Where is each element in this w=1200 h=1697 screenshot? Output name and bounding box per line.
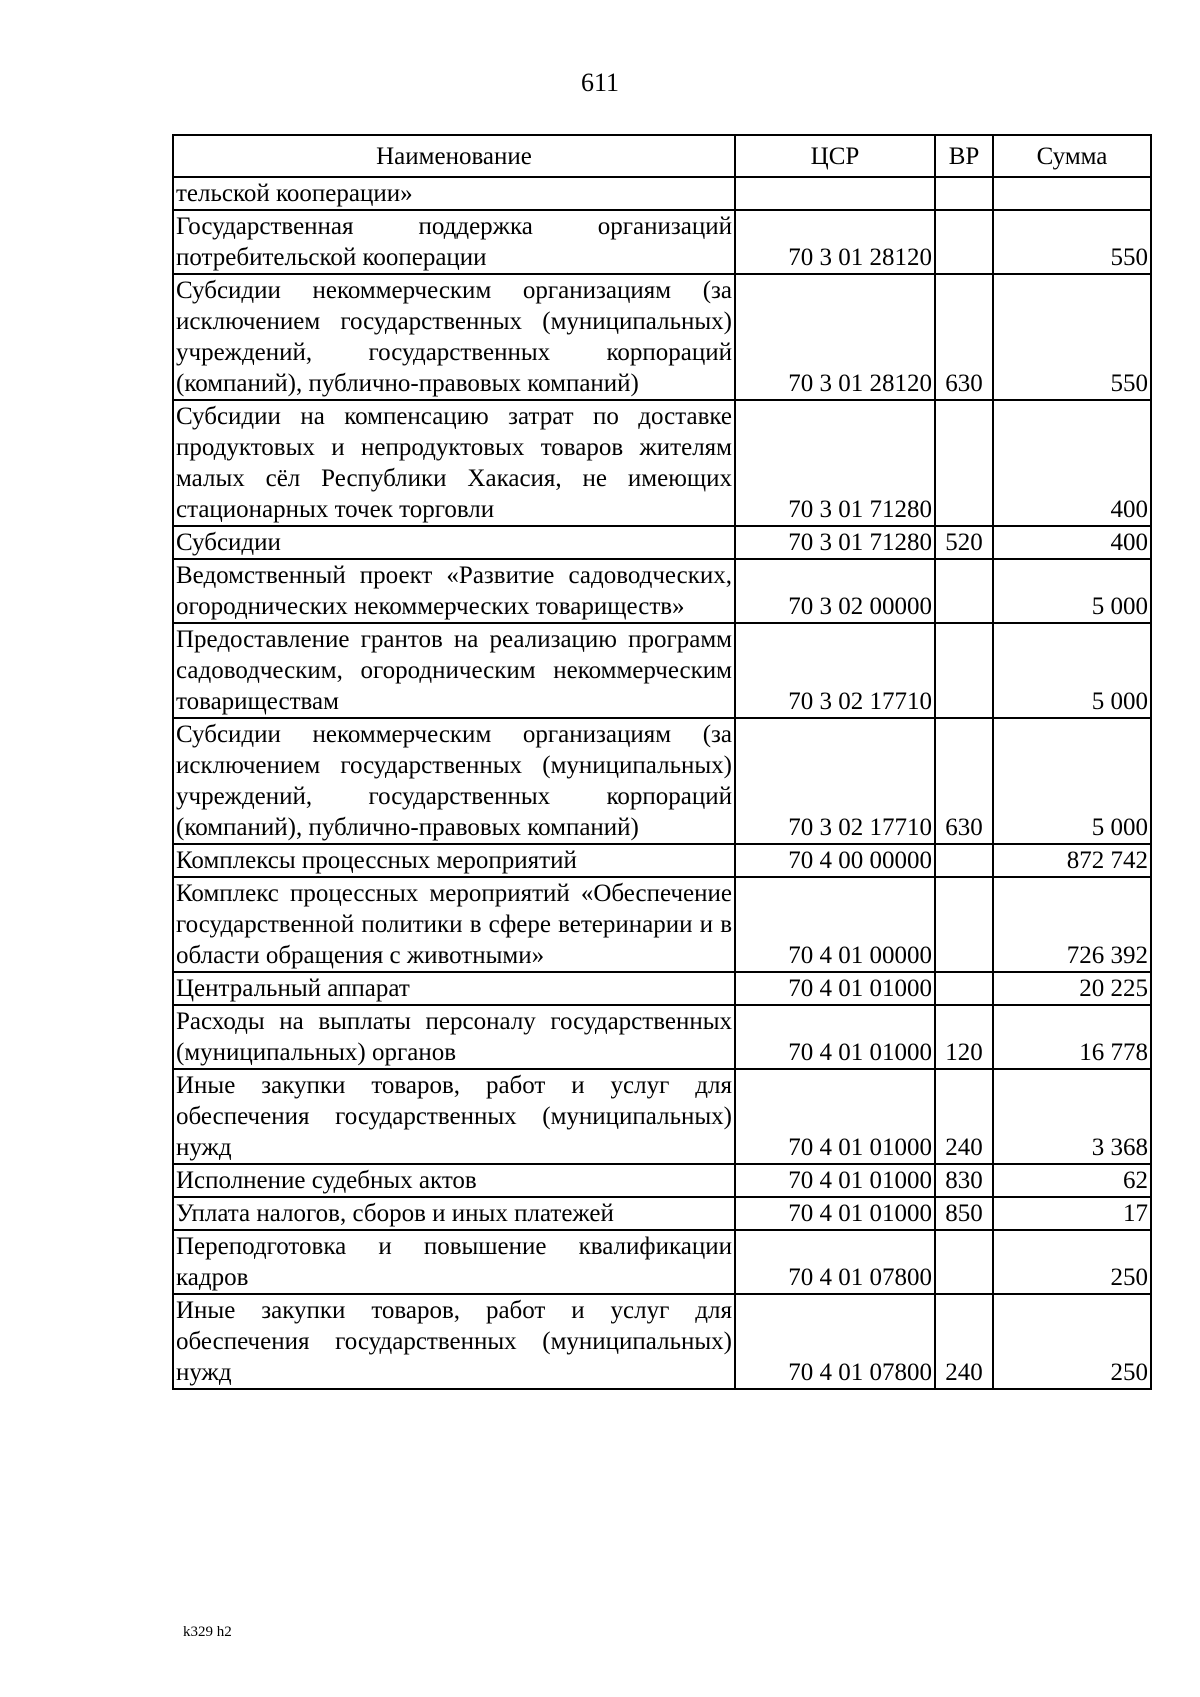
cell-vr: 120: [935, 1005, 993, 1069]
table-row: [173, 210, 1151, 274]
cell-sum: 5 000: [993, 623, 1151, 718]
cell-csr: 70 3 02 17710: [735, 623, 935, 718]
cell-vr: 240: [935, 1294, 993, 1389]
cell-name: Комплексы процессных мероприятий: [173, 844, 735, 877]
cell-name: Субсидии: [173, 526, 735, 559]
cell-vr: [935, 623, 993, 718]
cell-sum: 550: [993, 274, 1151, 400]
cell-vr: [935, 844, 993, 877]
table-row: [173, 559, 1151, 623]
cell-vr: 630: [935, 718, 993, 844]
cell-csr: 70 3 01 71280: [735, 526, 935, 559]
table-row: [173, 623, 1151, 718]
cell-csr: 70 4 01 01000: [735, 972, 935, 1005]
table-row: [173, 972, 1151, 1005]
cell-name: Комплекс процессных мероприятий «Обеспечение государственной политики в сфере ветеринарии и в области обращения с животными»: [173, 877, 735, 972]
cell-sum: 16 778: [993, 1005, 1151, 1069]
cell-name: Уплата налогов, сборов и иных платежей: [173, 1197, 735, 1230]
table-body: [173, 177, 1151, 1389]
cell-sum: 62: [993, 1164, 1151, 1197]
table-header-row: [173, 135, 1151, 177]
table-row: [173, 1164, 1151, 1197]
cell-vr: [935, 877, 993, 972]
cell-sum: 250: [993, 1230, 1151, 1294]
cell-sum: 550: [993, 210, 1151, 274]
cell-vr: [935, 400, 993, 526]
cell-csr: 70 3 01 28120: [735, 274, 935, 400]
cell-name: Предоставление грантов на реализацию программ садоводческим, огородническим некоммерческим товариществам: [173, 623, 735, 718]
cell-csr: 70 3 02 00000: [735, 559, 935, 623]
cell-vr: 630: [935, 274, 993, 400]
table-row: [173, 718, 1151, 844]
budget-table: [172, 134, 1152, 1390]
cell-csr: [735, 177, 935, 210]
cell-csr: 70 4 01 07800: [735, 1230, 935, 1294]
cell-name: Переподготовка и повышение квалификации кадров: [173, 1230, 735, 1294]
header-csr: ЦСР: [735, 135, 935, 177]
cell-name: Расходы на выплаты персоналу государственных (муниципальных) органов: [173, 1005, 735, 1069]
table-row: [173, 1294, 1151, 1389]
table-row: [173, 274, 1151, 400]
header-vr: ВР: [935, 135, 993, 177]
table-row: [173, 1005, 1151, 1069]
cell-csr: 70 4 01 07800: [735, 1294, 935, 1389]
cell-sum: 726 392: [993, 877, 1151, 972]
cell-sum: 3 368: [993, 1069, 1151, 1164]
cell-vr: 850: [935, 1197, 993, 1230]
cell-name: Субсидии некоммерческим организациям (за исключением государственных (муниципальных) учреждений, государственных корпораций (компаний), публично-правовых компаний): [173, 274, 735, 400]
cell-csr: 70 4 00 00000: [735, 844, 935, 877]
cell-csr: 70 3 01 28120: [735, 210, 935, 274]
cell-name: тельской кооперации»: [173, 177, 735, 210]
cell-sum: 5 000: [993, 718, 1151, 844]
cell-name: Иные закупки товаров, работ и услуг для обеспечения государственных (муниципальных) нужд: [173, 1294, 735, 1389]
cell-sum: 17: [993, 1197, 1151, 1230]
cell-name: Ведомственный проект «Развитие садоводческих, огороднических некоммерческих товариществ»: [173, 559, 735, 623]
cell-csr: 70 4 01 01000: [735, 1197, 935, 1230]
cell-sum: 400: [993, 400, 1151, 526]
cell-sum: [993, 177, 1151, 210]
footer-code: k329 h2: [183, 1624, 232, 1640]
cell-csr: 70 4 01 01000: [735, 1069, 935, 1164]
cell-vr: [935, 1230, 993, 1294]
header-sum: Сумма: [993, 135, 1151, 177]
table-row: [173, 877, 1151, 972]
table-row: [173, 1230, 1151, 1294]
cell-name: Государственная поддержка организаций потребительской кооперации: [173, 210, 735, 274]
cell-vr: 830: [935, 1164, 993, 1197]
table-row: [173, 400, 1151, 526]
table-row: [173, 1197, 1151, 1230]
cell-vr: [935, 177, 993, 210]
cell-sum: 20 225: [993, 972, 1151, 1005]
cell-vr: [935, 210, 993, 274]
cell-name: Субсидии на компенсацию затрат по доставке продуктовых и непродуктовых товаров жителям малых сёл Республики Хакасия, не имеющих стационарных точек торговли: [173, 400, 735, 526]
cell-csr: 70 4 01 01000: [735, 1164, 935, 1197]
page-number: 611: [580, 68, 620, 97]
cell-vr: [935, 972, 993, 1005]
cell-sum: 5 000: [993, 559, 1151, 623]
cell-csr: 70 4 01 01000: [735, 1005, 935, 1069]
cell-sum: 872 742: [993, 844, 1151, 877]
cell-csr: 70 3 02 17710: [735, 718, 935, 844]
cell-vr: [935, 559, 993, 623]
table-row: [173, 1069, 1151, 1164]
cell-name: Иные закупки товаров, работ и услуг для обеспечения государственных (муниципальных) нужд: [173, 1069, 735, 1164]
cell-name: Исполнение судебных актов: [173, 1164, 735, 1197]
header-name: Наименование: [173, 135, 735, 177]
cell-name: Субсидии некоммерческим организациям (за исключением государственных (муниципальных) учреждений, государственных корпораций (компаний), публично-правовых компаний): [173, 718, 735, 844]
table-row: [173, 526, 1151, 559]
cell-csr: 70 3 01 71280: [735, 400, 935, 526]
table-row: [173, 844, 1151, 877]
table-row: [173, 177, 1151, 210]
cell-sum: 250: [993, 1294, 1151, 1389]
cell-vr: 240: [935, 1069, 993, 1164]
cell-sum: 400: [993, 526, 1151, 559]
cell-vr: 520: [935, 526, 993, 559]
cell-name: Центральный аппарат: [173, 972, 735, 1005]
cell-csr: 70 4 01 00000: [735, 877, 935, 972]
